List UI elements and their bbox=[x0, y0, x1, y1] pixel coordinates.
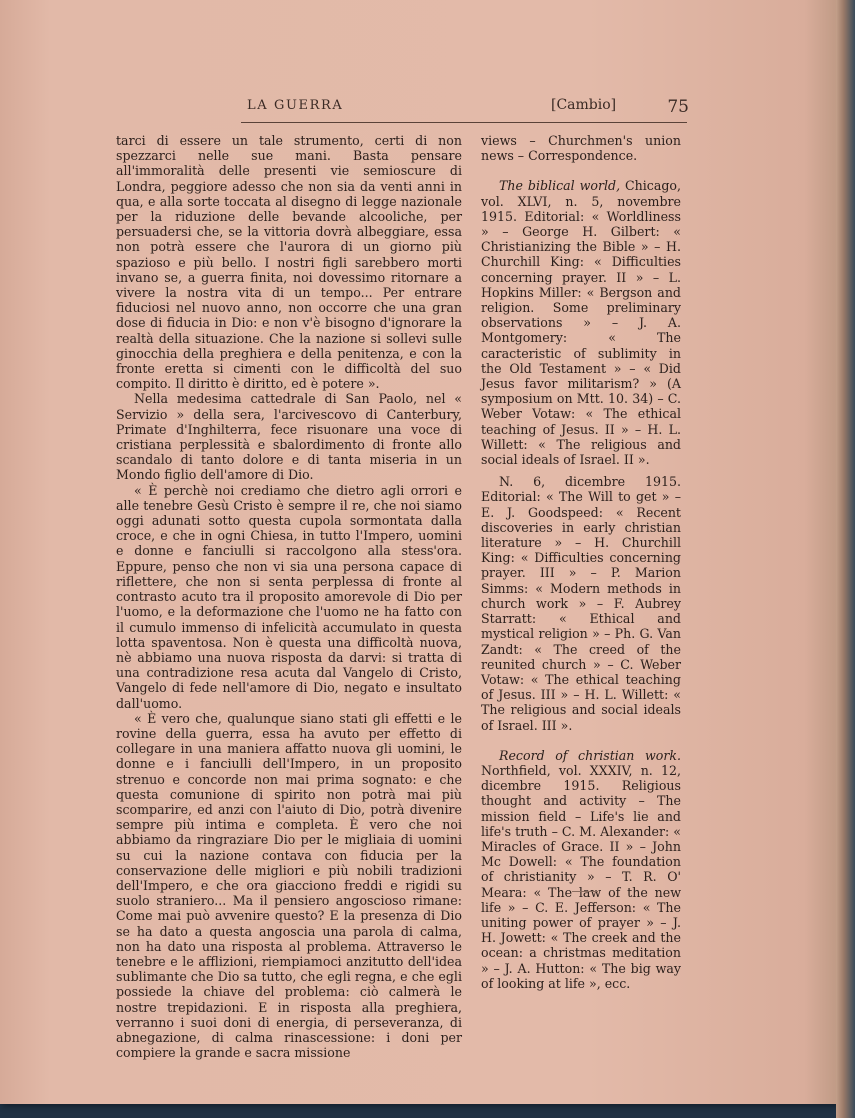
right-entry-biblical-world bbox=[481, 178, 681, 467]
journal-title: Record of christian work. bbox=[499, 747, 681, 763]
left-paragraph-2: Nella medesima cattedrale di San Paolo, nel « Servizio » della sera, l'arcivescovo di Canterbury, Primate d'Inghilterra, fece risuonare una voce di cristiana perplessità e sbalordimento di fronte allo scandalo di tanto dolore e di tanta miseria in un Mondo figlio dell'amore di Dio. bbox=[116, 391, 462, 483]
left-paragraph-1: tarci di essere un tale strumento, certi di non spezzarci nelle sue mani. Basta pensare all'immoralità delle presenti vie semioscure di Londra, peggiore adesso che non sia da venti anni in qua, e alla sorte toccata al disegno di legge nazionale per la riduzione delle bevande alcooliche, per persuadersi che, se la vittoria dovrà albeggiare, essa non potrà essere che l'aurora di un giorno più spazioso e più bello. I nostri figli sarebbero morti invano se, a guerra finita, noi dovessimo ritornare a vivere la nostra vita di un tempo... Per entrare fiduciosi nel nuovo anno, non occorre che una gran dose di fiducia in Dio: e non v'è bisogno d'ignorare la realtà della situazione. Che la nazione si sollevi sulle ginocchia della preghiera e della penitenza, e con la fronte eretta si cimenti con le difficoltà del suo compito. Il diritto è diritto, ed è potere ». bbox=[116, 133, 462, 392]
end-rule bbox=[572, 891, 598, 892]
section-tag: [Cambio] bbox=[551, 97, 617, 113]
page-header bbox=[241, 96, 689, 124]
left-column bbox=[116, 133, 462, 1060]
running-head: LA GUERRA bbox=[247, 98, 344, 113]
right-paragraph-3: N. 6, dicembre 1915. Editorial: « The Will to get » – E. J. Goodspeed: « Recent discoveries in early christian literature » – H. Churchill King: « Difficulties concerning prayer. III » – P. Marion Simms: « Modern methods in church work » – F. Aubrey Starratt: « Ethical and mystical religion » – Ph. G. Van Zandt: « The creed of the reunited church » – C. Weber Votaw: « The ethical teaching of Jesus. III » – H. L. Willett: « The religious and social ideals of Israel. III ». bbox=[481, 474, 681, 733]
page-edge bbox=[836, 0, 855, 1118]
right-paragraph-1: views – Churchmen's union news – Correspondence. bbox=[481, 133, 681, 164]
journal-title: The biblical world, bbox=[499, 178, 621, 194]
right-column bbox=[481, 133, 681, 991]
entry-body: Northfield, vol. XXXIV, n. 12, dicembre 1915. Religious thought and activity – The mission field – Life's lie and life's truth – C. M. Alexander: « Miracles of Grace. II » – John Mc Dowell: « The foundation of christianity » – T. R. O' Meara: « The law of the new life » – C. E. Jefferson: « The uniting power of prayer » – J. H. Jowett: « The creek and the ocean: a christmas meditation » – J. A. Hutton: « The big way of looking at life », ecc. bbox=[481, 762, 681, 991]
left-paragraph-3: « È perchè noi crediamo che dietro agli orrori e alle tenebre Gesù Cristo è sempre il re, che noi siamo oggi adunati sotto questa cupola sormontata dalla croce, e che in ogni Chiesa, in tutto l'Impero, uomini e donne e fanciulli si raccolgono alla stess'ora. Eppure, penso che non vi sia una persona capace di riflettere, che non si senta perplessa di fronte al contrasto acuto tra il proposito amorevole di Dio per l'uomo, e la deformazione che l'uomo ne ha fatto con il cumulo immenso di infelicità accumulato in questa lotta spaventosa. Non è questa una difficoltà nuova, nè abbiamo una nuova risposta da darvi: si tratta di una contradizione resa acuta dal Vangelo di Cristo, Vangelo di fede nell'amore di Dio, negato e insultato dall'uomo. bbox=[116, 482, 462, 711]
left-paragraph-4: « È vero che, qualunque siano stati gli effetti e le rovine della guerra, essa ha avuto per effetto di collegare in una maniera affatto nuova gli uomini, le donne e i fanciulli dell'Impero, in un proposito strenuo e concorde non mai prima sognato: e che questa comunione di spirito non potrà mai più scomparire, ed anzi con l'aiuto di Dio, potrà divenire sempre più intima e completa. È vero che noi abbiamo da ringraziare Dio per le migliaia di uomini su cui la nazione contava con fiducia per la conservazione delle migliori e più nobili tradizioni dell'Impero, e che ora giacciono freddi e rigidi su suolo straniero... Ma il pensiero angoscioso rimane: Come mai può avvenire questo? E la presenza di Dio se ha dato a questa angoscia una parola di calma, non ha dato una risposta al problema. Attraverso le tenebre e le afflizioni, riempiamoci anzitutto dell'idea sublimante che Dio sa tutto, che egli regna, e che egli possiede la chiave del problema: ciò calmerà le nostre trepidazioni. E in risposta alla preghiera, verranno i suoi doni di energia, di perseveranza, di abnegazione, di calma rinascessione: i doni per compiere la grande e sacra missione bbox=[116, 710, 462, 1061]
entry-body: Chicago, vol. XLVI, n. 5, novembre 1915. Editorial: « Worldliness » – George H. Gilbert: « Christianizing the Bible » – H. Churchill King: « Difficulties concerning prayer. II » – L. Hopkins Miller: « Bergson and religion. Some preliminary observations » – J. A. Montgomery: « The caracteristic of sublimity in the Old Testament » – « Did Jesus favor militarism? » (A symposium on Mtt. 10. 34) – C. Weber Votaw: « The ethical teaching of Jesus. II » – H. L. Willett: « The religious and social ideals of Israel. II ». bbox=[481, 178, 681, 468]
page-number: 75 bbox=[667, 97, 689, 117]
right-entry-record bbox=[481, 748, 681, 991]
header-rule bbox=[241, 122, 687, 123]
